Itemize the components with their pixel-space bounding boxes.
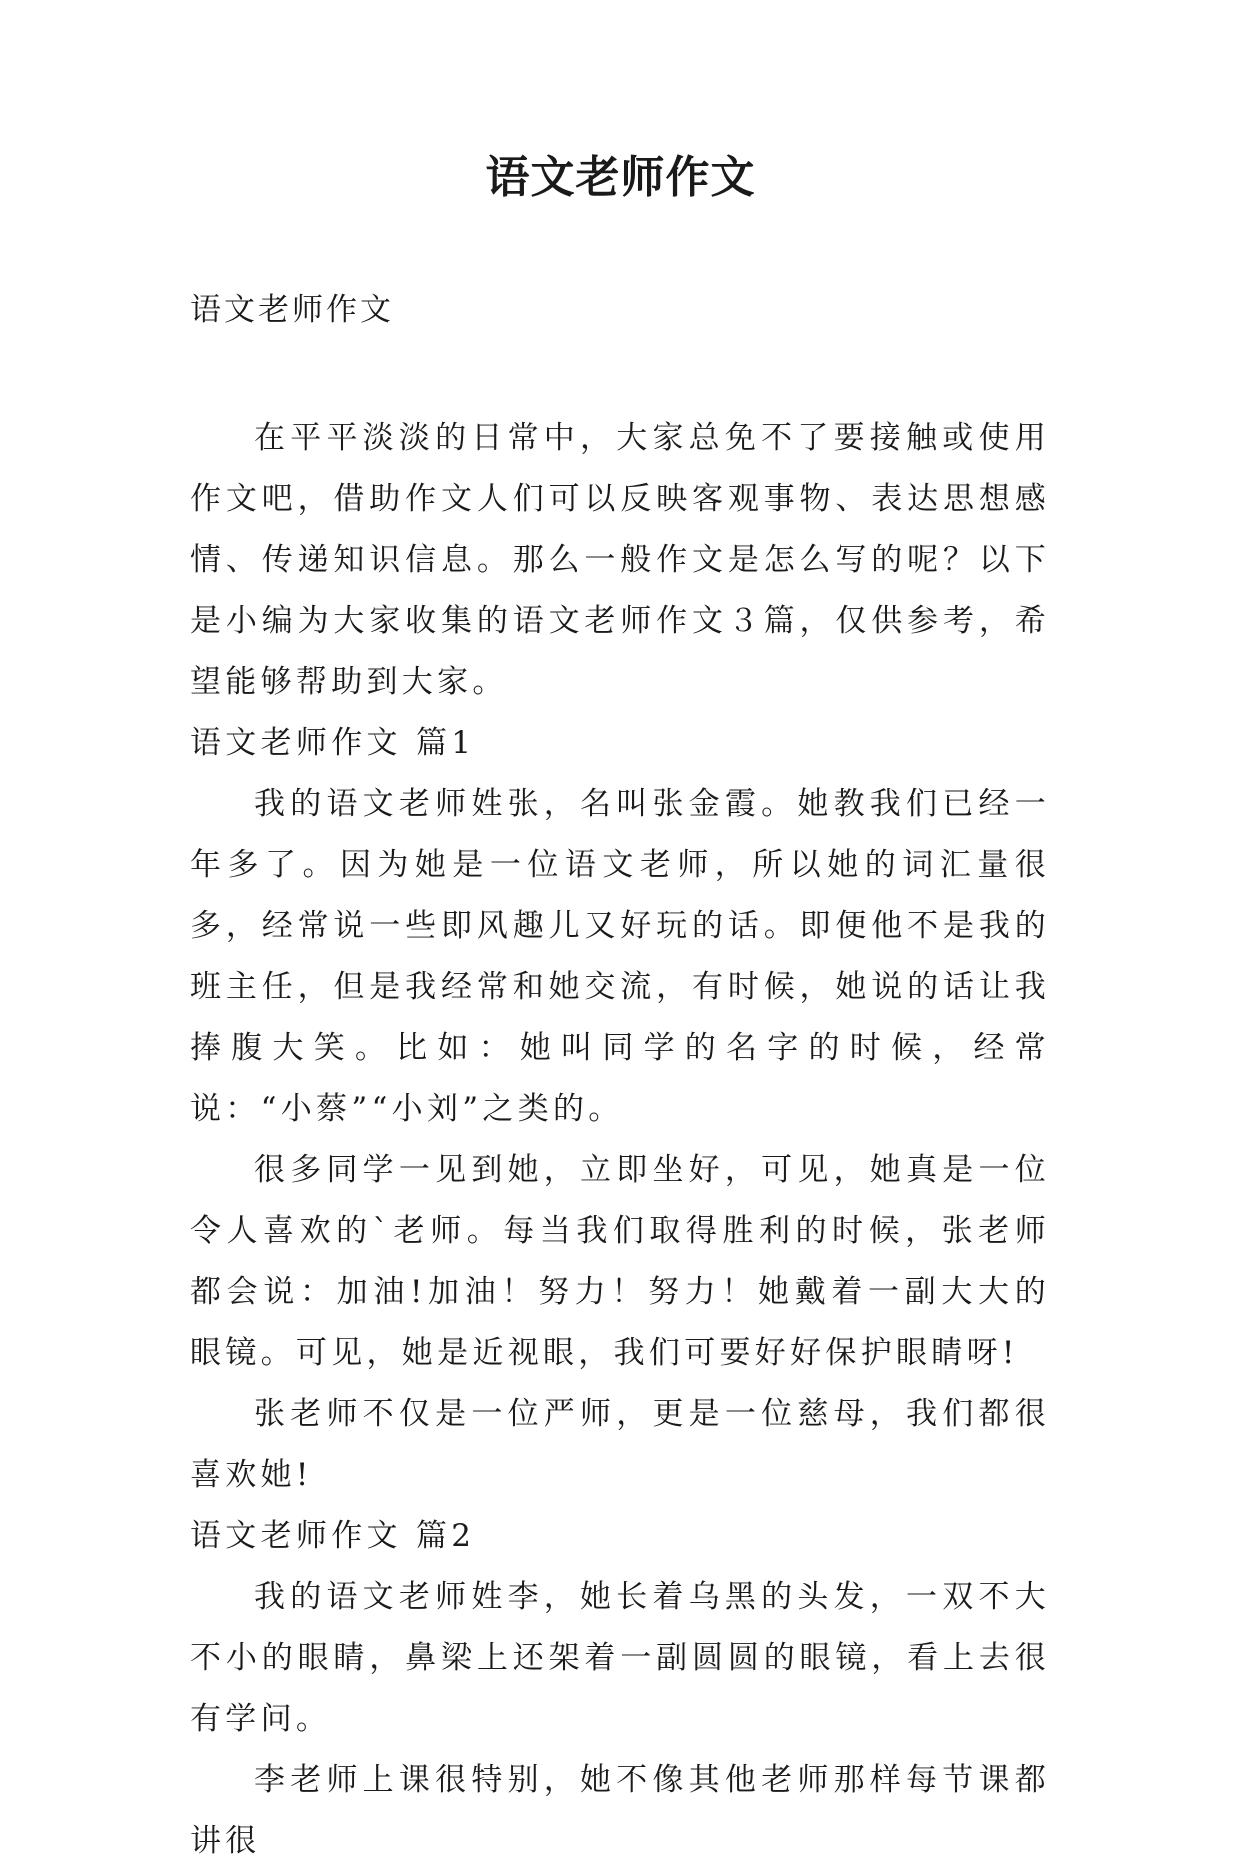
essay-2-heading: 语文老师作文 篇2 (190, 1518, 476, 1554)
essay-1-heading: 语文老师作文 篇1 (190, 725, 476, 761)
document-subtitle: 语文老师作文 (190, 292, 394, 328)
document-body (190, 408, 1050, 1872)
document-title: 语文老师作文 (485, 152, 756, 203)
essay-1-paragraph-2: 很多同学一见到她，立即坐好，可见，她真是一位令人喜欢的`老师。每当我们取得胜利的时候，张老师都会说：加油!加油！努力！努力！她戴着一副大大的眼镜。可见，她是近视眼，我们可要好好保护眼睛呀! (190, 1152, 1050, 1371)
essay-1-paragraph-3: 张老师不仅是一位严师，更是一位慈母，我们都很喜欢她! (190, 1396, 1050, 1493)
essay-1-paragraph-1: 我的语文老师姓张，名叫张金霞。她教我们已经一年多了。因为她是一位语文老师，所以她的词汇量很多，经常说一些即风趣儿又好玩的话。即便他不是我的班主任，但是我经常和她交流，有时候，她说的话让我捧腹大笑。比如：她叫同学的名字的时候，经常说：“小蔡”“小刘”之类的。 (190, 786, 1050, 1127)
intro-paragraph: 在平平淡淡的日常中，大家总免不了要接触或使用作文吧，借助作文人们可以反映客观事物、表达思想感情、传递知识信息。那么一般作文是怎么写的呢？以下是小编为大家收集的语文老师作文３篇，仅供参考，希望能够帮助到大家。 (190, 420, 1050, 700)
essay-2-paragraph-2: 李老师上课很特别，她不像其他老师那样每节课都讲很 (190, 1762, 1050, 1859)
essay-2-paragraph-1: 我的语文老师姓李，她长着乌黑的头发，一双不大不小的眼睛，鼻梁上还架着一副圆圆的眼镜，看上去很有学问。 (190, 1579, 1050, 1737)
